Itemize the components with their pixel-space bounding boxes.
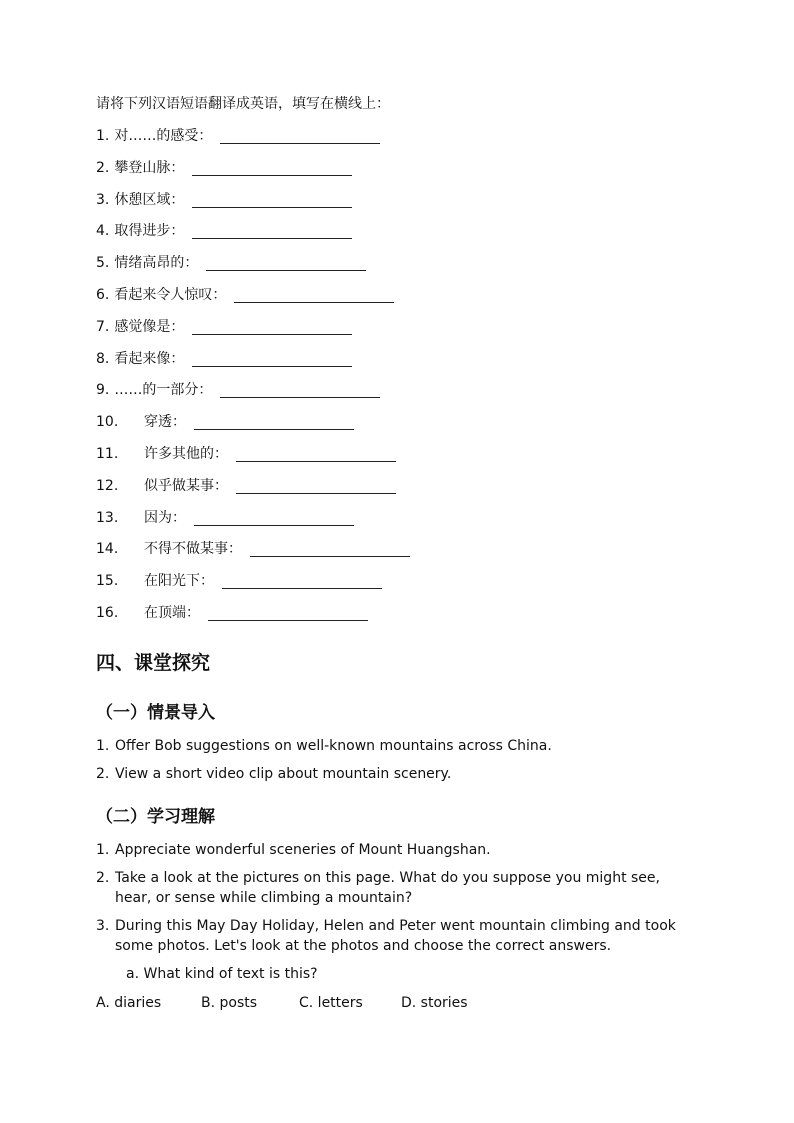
answer-blank[interactable] xyxy=(236,475,396,494)
list-item xyxy=(96,916,686,956)
option-a[interactable]: A. diaries xyxy=(96,995,162,1011)
answer-blank[interactable] xyxy=(220,379,380,398)
vocab-item xyxy=(96,507,736,539)
vocab-item xyxy=(96,602,736,634)
vocab-item xyxy=(96,157,736,189)
answer-blank[interactable] xyxy=(234,284,394,303)
vocab-item xyxy=(96,348,736,380)
vocab-phrase: 穿透： xyxy=(144,414,186,431)
vocab-item xyxy=(96,252,736,284)
vocab-item xyxy=(96,475,736,507)
answer-blank[interactable] xyxy=(192,348,352,367)
vocab-phrase: 休憩区域： xyxy=(114,191,185,208)
option-c[interactable]: C. letters xyxy=(299,995,363,1011)
situation-list xyxy=(96,736,696,792)
answer-options xyxy=(96,995,468,1011)
answer-blank[interactable] xyxy=(192,220,352,239)
answer-blank[interactable] xyxy=(192,316,352,335)
item-text: View a short video clip about mountain scenery. xyxy=(115,766,452,782)
vocab-phrase: 对……的感受： xyxy=(114,128,213,144)
subsection-title: （一）情景导入 xyxy=(96,703,215,723)
vocab-phrase: 看起来像： xyxy=(114,350,185,367)
vocab-item xyxy=(96,284,736,316)
vocab-number: 12. xyxy=(96,477,119,494)
answer-blank[interactable] xyxy=(192,189,352,208)
vocab-phrase: 看起来令人惊叹： xyxy=(114,286,227,303)
vocab-number: 16. xyxy=(96,604,119,621)
vocab-number: 6. xyxy=(96,286,110,303)
vocab-phrase: 似乎做某事： xyxy=(144,477,228,494)
vocab-number: 15. xyxy=(96,573,119,590)
item-text: During this May Day Holiday, Helen and Peter went mountain climbing and took some photos. Let's look at the photos and choose the correct answers. xyxy=(115,918,676,954)
vocab-number: 5. xyxy=(96,255,110,272)
vocab-number: 11. xyxy=(96,445,119,462)
vocab-number: 8. xyxy=(96,350,110,367)
list-item xyxy=(96,868,686,908)
vocab-number: 4. xyxy=(96,223,110,240)
vocab-number: 14. xyxy=(96,541,119,558)
vocab-item xyxy=(96,411,736,443)
vocab-item xyxy=(96,316,736,348)
vocab-number: 1. xyxy=(96,128,110,144)
answer-blank[interactable] xyxy=(222,570,382,589)
vocab-list xyxy=(96,125,736,634)
instruction-text: 请将下列汉语短语翻译成英语，填写在横线上： xyxy=(96,96,390,112)
vocab-item xyxy=(96,125,736,157)
vocab-number: 2. xyxy=(96,159,110,176)
vocab-number: 9. xyxy=(96,382,110,399)
item-number: 2. xyxy=(96,870,110,886)
vocab-phrase: 不得不做某事： xyxy=(144,541,242,558)
sub-question: a. What kind of text is this? xyxy=(126,966,318,982)
vocab-phrase: 在阳光下： xyxy=(144,573,214,590)
vocab-item xyxy=(96,220,736,252)
answer-blank[interactable] xyxy=(250,538,410,557)
vocab-number: 13. xyxy=(96,509,119,526)
list-item xyxy=(96,736,696,756)
vocab-number: 3. xyxy=(96,191,110,208)
list-item xyxy=(96,840,686,860)
option-b[interactable]: B. posts xyxy=(201,995,258,1011)
vocab-phrase: 感觉像是： xyxy=(114,318,185,335)
vocab-item xyxy=(96,189,736,221)
item-number: 2. xyxy=(96,766,110,782)
item-number: 1. xyxy=(96,842,110,858)
option-d[interactable]: D. stories xyxy=(401,995,468,1011)
vocab-phrase: 在顶端： xyxy=(144,604,200,621)
item-text: Offer Bob suggestions on well-known mountains across China. xyxy=(115,738,552,754)
vocab-phrase: 因为： xyxy=(144,509,186,526)
answer-blank[interactable] xyxy=(194,507,354,526)
vocab-phrase: 攀登山脉： xyxy=(114,159,185,176)
section-title: 四、课堂探究 xyxy=(96,652,211,674)
list-item xyxy=(96,764,696,784)
vocab-number: 10. xyxy=(96,414,119,431)
vocab-phrase: 情绪高昂的： xyxy=(114,255,199,272)
vocab-number: 7. xyxy=(96,318,110,335)
item-text: Appreciate wonderful sceneries of Mount Huangshan. xyxy=(115,842,491,858)
vocab-phrase: 取得进步： xyxy=(114,223,185,240)
vocab-item xyxy=(96,538,736,570)
item-number: 1. xyxy=(96,738,110,754)
answer-blank[interactable] xyxy=(220,125,380,144)
vocab-item xyxy=(96,379,736,411)
subsection-title: （二）学习理解 xyxy=(96,807,215,827)
vocab-phrase: 许多其他的： xyxy=(144,445,228,462)
vocab-phrase: ……的一部分： xyxy=(114,382,213,399)
item-text: Take a look at the pictures on this page. What do you suppose you might see, hear, or sense while climbing a mountain? xyxy=(115,870,660,906)
answer-blank[interactable] xyxy=(192,157,352,176)
item-number: 3. xyxy=(96,918,110,934)
vocab-item xyxy=(96,443,736,475)
learning-list xyxy=(96,840,686,964)
answer-blank[interactable] xyxy=(236,443,396,462)
answer-blank[interactable] xyxy=(206,252,366,271)
answer-blank[interactable] xyxy=(194,411,354,430)
answer-blank[interactable] xyxy=(208,602,368,621)
vocab-item xyxy=(96,570,736,602)
